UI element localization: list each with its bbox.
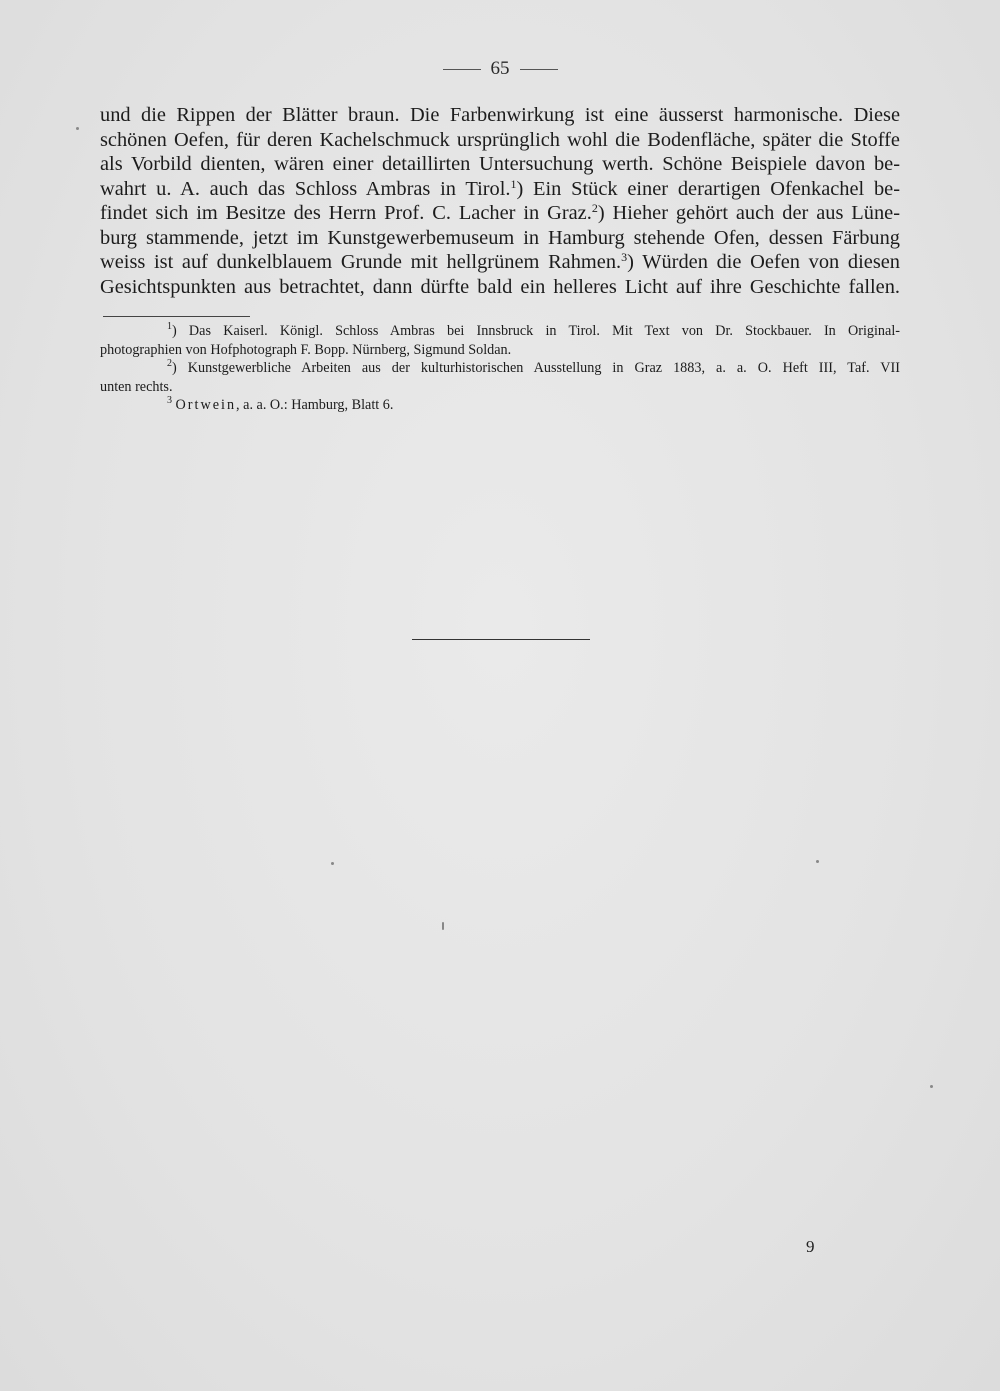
paragraph-line: und die Rippen der Blätter braun. Die Farbenwirkung ist eine äusserst harmonische. Diese: [100, 104, 900, 126]
footnote-separator: [103, 316, 250, 317]
author-name: Ortwein: [175, 397, 237, 414]
paragraph-line: als Vorbild dienten, wären einer detaillirten Untersuchung werth. Schöne Beispiele davon be-: [100, 153, 900, 175]
header-rule-right: [520, 69, 558, 70]
footnote-mark: 1: [167, 321, 172, 332]
signature-mark: 9: [806, 1237, 815, 1256]
header-rule-left: [443, 69, 481, 70]
paragraph-line: findet sich im Besitze des Herrn Prof. C. Lacher in Graz.$^2$) Hieher gehört auch der aus Lüne-: [100, 201, 900, 224]
main-paragraph: [100, 103, 900, 299]
footnote-mark: 3: [167, 395, 172, 407]
footnote-3: $^3$ Ortwein, a. a. O.: Hamburg, Blatt 6.: [167, 395, 394, 414]
paper-speck: [442, 922, 444, 930]
footnote-mark: 2: [167, 358, 172, 370]
footnote-ref-3: 3: [621, 250, 628, 264]
page-number: 65: [490, 58, 510, 79]
paper-speck: [76, 127, 79, 130]
footnote-2-continued: unten rechts.: [100, 378, 173, 395]
paper-speck: [816, 860, 819, 863]
paragraph-line: weiss ist auf dunkelblauem Grunde mit hellgrünem Rahmen.$^3$) Würden die Oefen von diesen: [100, 250, 900, 273]
page-header: [0, 58, 1000, 80]
footnote-1: $^1$) Das Kaiserl. Königl. Schloss Ambras bei Innsbruck in Tirol. Mit Text von Dr. Stockbauer. In Original-: [167, 321, 900, 339]
paragraph-line: wahrt u. A. auch das Schloss Ambras in Tirol.$^1$) Ein Stück einer derartigen Ofenkachel be-: [100, 176, 900, 200]
paper-speck: [930, 1085, 933, 1088]
footnotes: [100, 322, 900, 415]
end-rule: [412, 639, 590, 640]
footnote-1-continued: photographien von Hofphotograph F. Bopp. Nürnberg, Sigmund Soldan.: [100, 341, 512, 358]
paragraph-line: Gesichtspunkten aus betrachtet, dann dürfte bald ein helleres Licht auf ihre Geschichte fallen.: [100, 275, 900, 298]
footnote-ref-1: 1: [510, 176, 517, 191]
footnote-ref-2: 2: [591, 201, 598, 215]
footnote-2: $^2$) Kunstgewerbliche Arbeiten aus der kulturhistorischen Ausstellung in Graz 1883, a. a. O. Heft III, Taf. VII: [167, 358, 900, 377]
paper-speck: [331, 862, 334, 865]
paragraph-line: schönen Oefen, für deren Kachelschmuck ursprünglich wohl die Bodenfläche, später die Stoffe: [100, 128, 900, 151]
paragraph-line: burg stammende, jetzt im Kunstgewerbemuseum in Hamburg stehende Ofen, dessen Färbung: [100, 226, 900, 249]
